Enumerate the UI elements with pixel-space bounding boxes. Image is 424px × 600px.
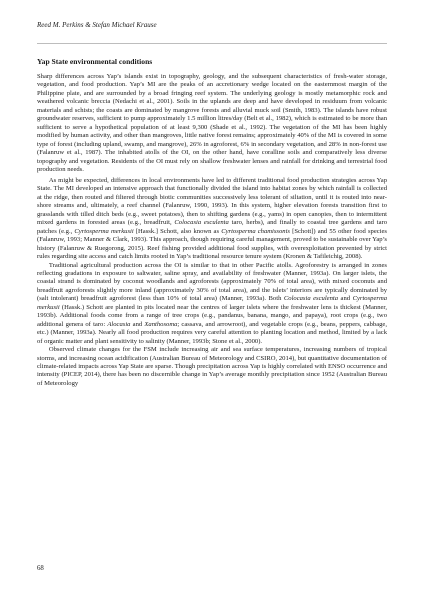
italic-term: Colocasia esculenta [174, 219, 229, 227]
text-run: As might be expected, differences in local environments have led to different traditional food production strategies across Yap State. The MI developed an intensive approach that functionally divided the island into habitat zones by which rainfall is collected at the ridge, then routed and filtered through biotic communities successively less tolerant of siltation, until it is routed into near-shore streams and, ultimately, a reef channel (Falanruw, 1990, 1993). In this system, higher elevation forests transition first to grasslands with tilled ditch beds (e.g., sweet potatoes), then to shifting gardens (e.g., yams) in open canopies, then to intermittent mixed gardens in forested areas (e.g., breadfruit, [37, 177, 387, 227]
text-run: [Hassk.] Schott, also known as [133, 227, 222, 235]
running-head: Reed M. Perkins & Stefan Michael Krause [37, 21, 157, 29]
header-rule [37, 43, 387, 44]
text-run: Traditional agricultural production across the OI is similar to that in other Pacific atolls. Agroforestry is arranged in zones reflecting gradations in exposure to saltwater, saline spray, and availability of freshwater (Manner, 1993a). On larger islets, the coastal strand is dominated by coconut woodlands and agroforests (approximately 70% of total area), with mixed coconuts and breadfruit agroforests slightly more inland (approximately 30% of total area), and the islets’ interiors are typically dominated by (salt intolerant) breadfruit agroforest (less than 10% of total area) (Manner, 1993a). Both [37, 261, 387, 303]
text-run: Sharp differences across Yap’s islands exist in topography, geology, and the subsequent characteristics of fresh-water storage, vegetation, and food production. Yap’s MI are the peaks of an accretionary wedge located on the easternmost margin of the Philippine plate, and are surrounded by a broad fringing reef system. The underlying geology is mostly metamorphic rock and weathered volcanic breccia (Nedachi et al., 2001). Soils in the uplands are deep and have developed in residuum from volcanic materials and schists; the coasts are dominated by mangrove forests and alluvial muck soil (Smith, 1983). The islands have robust groundwater reserves, sufficient to pump approximately 1.5 million litres/day (Belt et al., 1982), which is estimated to be more than sufficient to serve a hypothetical population of at least 9,300 (Shade et al., 1992). The vegetation of the MI has been highly modified by human activity, and other than mangroves, little native forest remains; approximately 40% of the MI is covered in some type of forest (including upland, swamp, and mangrove), 26% in agroforest, 6% in secondary vegetation, and 28% in non-forest use (Falanruw et al., 1987). The inhabited atolls of the OI, on the other hand, have coralline soils and comparatively less diverse topography and vegetation. Residents of the OI must rely on shallow freshwater lenses and rainfall for drinking and terrestrial food production needs. [37, 73, 387, 173]
body-text [37, 73, 387, 388]
italic-term: Cyrtosperma merkusii [37, 295, 387, 311]
text-run: (Hassk.) Schott are planted in pits located near the centres of larger islets where the freshwater lens is thickest (Manner, 1993b). Additional foods come from a range of tree crops (e.g., pandanus, banana, mango, and papaya), root crops (e.g., two additional genera of taro: [37, 303, 387, 328]
text-run: and [338, 295, 353, 303]
text-run: taro, herbs), and finally to coastal tree gardens and taro patches (e.g., [37, 219, 388, 235]
section-heading: Yap State environmental conditions [37, 57, 153, 66]
text-run: and [130, 320, 145, 328]
italic-term: Cyrtosperma chamissonis [221, 227, 290, 235]
page-number: 68 [37, 565, 44, 572]
paragraph-1 [37, 73, 387, 174]
italic-term: Cyrtosperma merkusii [74, 227, 134, 235]
text-run: ; cassava, and arrowroot), and vegetable crops (e.g., beans, peppers, cabbage, etc.) (Manner, 1993a). Nearly all food production requires very careful attention to planting location and method, limited by a lack of organic matter and plant sensitivity to salinity (Manner, 1993b; Stone et al., 2000). [37, 320, 387, 345]
paragraph-3 [37, 262, 387, 347]
paragraph-4 [37, 346, 387, 388]
italic-term: Colocasia esculenta [283, 295, 339, 303]
paragraph-2 [37, 177, 387, 262]
text-run: [Schott]) and 55 other food species (Falanruw, 1993; Manner & Clark, 1993). This approach, though requiring careful management, proved to be sustainable over Yap’s history (Falanruw & Ruegorong, 2015). Reef fishing provided additional food supplies, with overexploitation prevented by strict rules regarding site access and catch limits rooted in Yap’s traditional resource tenure system (Kronen & Tafileichig, 2008). [37, 227, 388, 261]
italic-term: Alocasia [107, 320, 131, 328]
text-run: Observed climate changes for the FSM include increasing air and sea surface temperatures, increasing numbers of tropical storms, and increasing ocean acidification (Australian Bureau of Meteorology and CSIRO, 2014), but quantitative documentation of climate-related impacts across Yap State are sparse. Though precipitation across Yap is highly correlated with ENSO occurrence and intensity (PICEP, 2014), there has been no discernible change in Yap’s average monthly precipitation since 1952 (Australian Bureau of Meteorology [37, 346, 387, 387]
italic-term: Xanthosoma [144, 320, 178, 328]
